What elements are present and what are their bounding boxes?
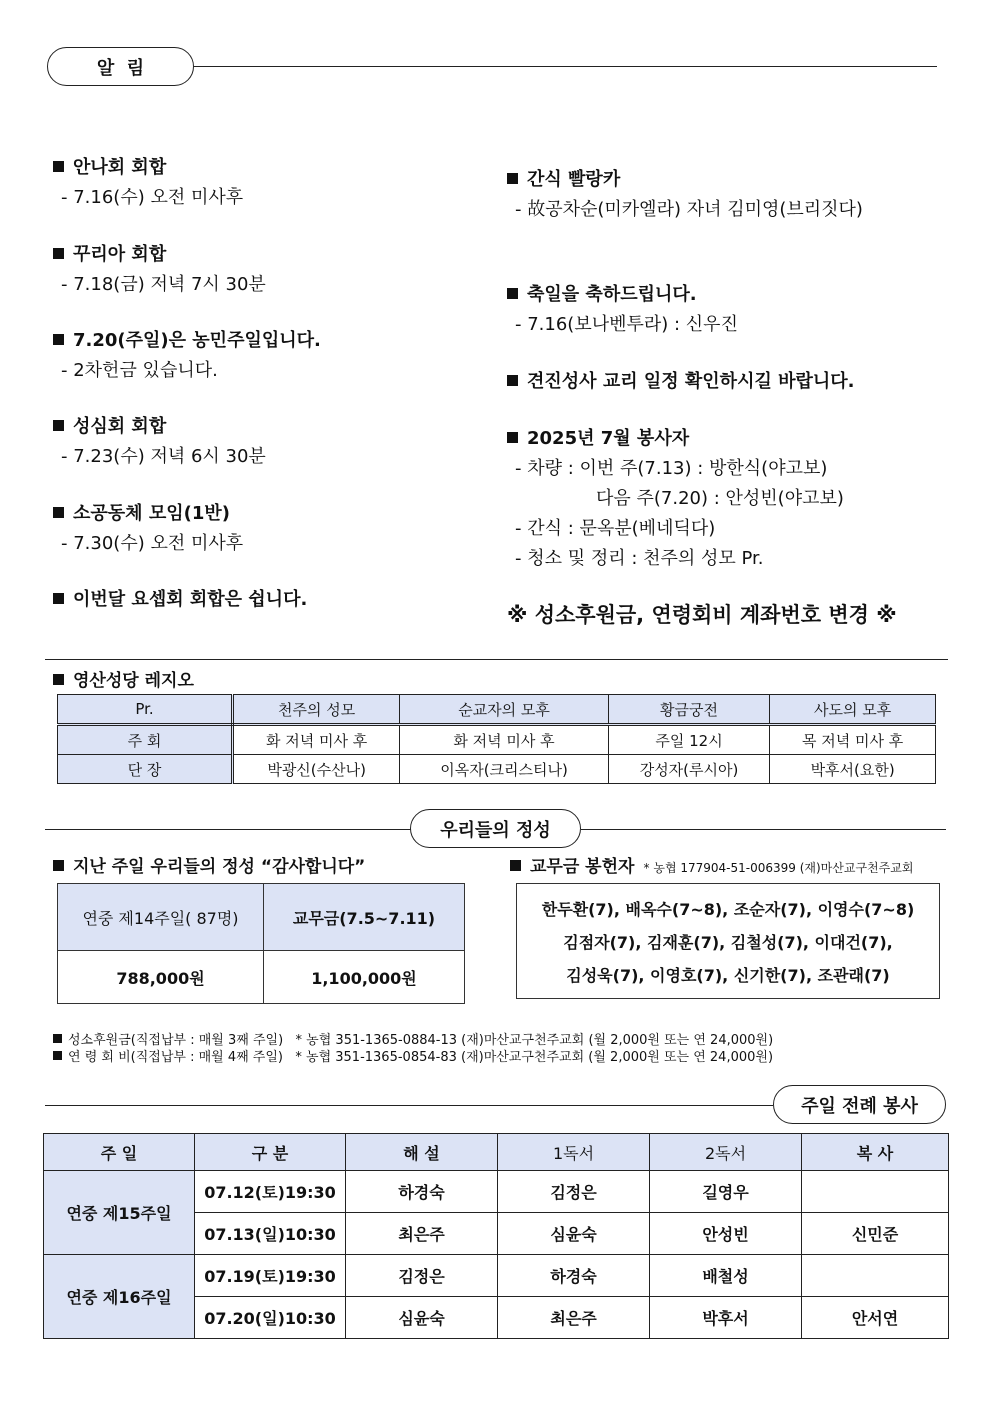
- liturgy-header-cell: 1독서: [498, 1134, 650, 1171]
- first-reader: 하경숙: [498, 1255, 650, 1297]
- divider: [194, 66, 937, 67]
- table-row: [44, 1171, 949, 1213]
- donor-line: 한두환(7), 배옥수(7~8), 조순자(7), 이영수(7~8): [541, 900, 915, 919]
- notice-section-title: [47, 47, 194, 86]
- legio-cell: 화 저녁 미사 후: [400, 725, 608, 755]
- schedule-time: 07.20(일)10:30: [195, 1297, 346, 1339]
- legio-header-cell: 황금궁전: [608, 695, 770, 725]
- account-label: 성소후원금: [68, 1033, 131, 1048]
- notice-title: 2025년 7월 봉사자: [527, 428, 690, 449]
- liturgy-header-cell: 주 일: [44, 1134, 195, 1171]
- account-label: 연 령 회 비: [68, 1050, 131, 1065]
- notice-detail: - 7.18(금) 저녁 7시 30분: [61, 274, 266, 295]
- square-bullet-icon: [53, 674, 64, 685]
- notice-item: [507, 165, 863, 221]
- square-bullet-icon: [507, 375, 518, 386]
- notice-item: [507, 424, 844, 570]
- offering-section-title: [410, 809, 581, 848]
- square-bullet-icon: [53, 507, 64, 518]
- notice-title: 축일을 축하드립니다.: [527, 284, 697, 305]
- offering-right-title: [510, 852, 913, 877]
- donor-box: [516, 883, 940, 999]
- offering-table: [57, 883, 465, 1004]
- second-reader: 안성빈: [650, 1213, 802, 1255]
- notice-item: [507, 280, 738, 336]
- commentator: 최은주: [346, 1213, 498, 1255]
- account-detail: (직접납부 : 매월 4째 주일) * 농협 351-1365-0854-83 (재)마산교구천주교회 (월 2,000원 또는 연 24,000원): [130, 1050, 774, 1065]
- second-reader: 박후서: [650, 1297, 802, 1339]
- divider: [45, 829, 411, 830]
- legio-row-label: 주 회: [58, 725, 233, 755]
- notice-title: 소공동체 모임(1반): [73, 503, 230, 524]
- legio-table: [57, 694, 936, 784]
- notice-title: 안나회 회합: [73, 157, 167, 178]
- schedule-time: 07.19(토)19:30: [195, 1255, 346, 1297]
- liturgy-header-cell: 2독서: [650, 1134, 802, 1171]
- notice-item: [53, 499, 243, 555]
- notice-detail: 다음 주(7.20) : 안성빈(야고보): [596, 488, 844, 509]
- notice-detail: - 2차헌금 있습니다.: [61, 360, 218, 381]
- table-row: [58, 884, 465, 951]
- table-row: [58, 951, 465, 1004]
- square-bullet-icon: [507, 432, 518, 443]
- divider: [581, 829, 946, 830]
- square-bullet-icon: [53, 593, 64, 604]
- liturgy-header-cell: 복 사: [802, 1134, 949, 1171]
- server: 신민준: [802, 1213, 949, 1255]
- commentator: 하경숙: [346, 1171, 498, 1213]
- square-bullet-icon: [507, 173, 518, 184]
- commentator: 심윤숙: [346, 1297, 498, 1339]
- donor-line: 김성욱(7), 이영호(7), 신기한(7), 조관래(7): [566, 966, 890, 985]
- legio-cell: 목 저녁 미사 후: [770, 725, 936, 755]
- legio-header-cell: Pr.: [58, 695, 233, 725]
- legio-header-cell: 천주의 성모: [233, 695, 400, 725]
- legio-cell: 화 저녁 미사 후: [233, 725, 400, 755]
- server: [802, 1255, 949, 1297]
- notice-detail: - 차량 : 이번 주(7.13) : 방한식(야고보): [515, 458, 828, 479]
- square-bullet-icon: [53, 1034, 62, 1043]
- offering-header-cell: 연중 제14주일( 87명): [58, 884, 264, 951]
- notice-detail: - 7.16(수) 오전 미사후: [61, 187, 244, 208]
- notice-item: [53, 585, 307, 611]
- offering-left-title-text: 지난 주일 우리들의 정성 “감사합니다”: [73, 857, 366, 877]
- liturgy-section-title: [773, 1085, 946, 1124]
- schedule-time: 07.13(일)10:30: [195, 1213, 346, 1255]
- legio-title-text: 영산성당 레지오: [73, 671, 194, 691]
- square-bullet-icon: [53, 334, 64, 345]
- notice-title: 견진성사 교리 일정 확인하시길 바랍니다.: [527, 371, 855, 392]
- notice-title: 이번달 요셉회 회합은 쉽니다.: [73, 589, 308, 610]
- server: 안서연: [802, 1297, 949, 1339]
- square-bullet-icon: [53, 248, 64, 259]
- offering-value: 1,100,000원: [264, 951, 465, 1004]
- table-row: [58, 695, 936, 725]
- liturgy-table: [43, 1133, 949, 1339]
- account-line: [53, 1049, 773, 1066]
- account-change-notice: ※ 성소후원금, 연령회비 계좌번호 변경 ※: [507, 603, 897, 627]
- account-list: [53, 1032, 773, 1066]
- offering-value: 788,000원: [58, 951, 264, 1004]
- second-reader: 배철성: [650, 1255, 802, 1297]
- square-bullet-icon: [53, 1051, 62, 1060]
- legio-cell: 이옥자(크리스티나): [400, 755, 608, 784]
- notice-item: [507, 367, 855, 393]
- notice-detail: - 故공차순(미카엘라) 자녀 김미영(브리짓다): [515, 199, 863, 220]
- notice-detail: - 7.30(수) 오전 미사후: [61, 533, 244, 554]
- legio-cell: 박광신(수산나): [233, 755, 400, 784]
- offering-right-title-text: 교무금 봉헌자: [530, 857, 635, 877]
- offering-title-text: 우리들의 정성: [440, 819, 551, 841]
- notice-detail: - 청소 및 정리 : 천주의 성모 Pr.: [515, 548, 764, 569]
- notice-title: 간식 빨랑카: [527, 169, 621, 190]
- first-reader: 김정은: [498, 1171, 650, 1213]
- notice-item: [53, 412, 266, 468]
- square-bullet-icon: [53, 161, 64, 172]
- legio-header-cell: 순교자의 모후: [400, 695, 608, 725]
- divider: [45, 659, 948, 660]
- legio-row-label: 단 장: [58, 755, 233, 784]
- schedule-time: 07.12(토)19:30: [195, 1171, 346, 1213]
- square-bullet-icon: [53, 420, 64, 431]
- liturgy-title-text: 주일 전례 봉사: [801, 1095, 918, 1117]
- offering-header-cell: 교무금(7.5~7.11): [264, 884, 465, 951]
- table-row: [58, 755, 936, 784]
- account-detail: (직접납부 : 매월 3째 주일) * 농협 351-1365-0884-13 (재)마산교구천주교회 (월 2,000원 또는 연 24,000원): [130, 1033, 774, 1048]
- first-reader: 최은주: [498, 1297, 650, 1339]
- notice-title: 7.20(주일)은 농민주일입니다.: [73, 330, 321, 351]
- legio-cell: 주일 12시: [608, 725, 770, 755]
- notice-detail: - 7.16(보나벤투라) : 신우진: [515, 314, 738, 335]
- donor-line: 김점자(7), 김재훈(7), 김철성(7), 이대건(7),: [563, 933, 893, 952]
- square-bullet-icon: [507, 288, 518, 299]
- legio-header-cell: 사도의 모후: [770, 695, 936, 725]
- table-row: [44, 1255, 949, 1297]
- square-bullet-icon: [53, 860, 64, 871]
- week-name: 연중 제16주일: [44, 1255, 195, 1339]
- notice-title: 성심회 회합: [73, 416, 167, 437]
- legio-title: [53, 666, 194, 691]
- notice-title: 꾸리아 회합: [73, 244, 167, 265]
- account-line: [53, 1032, 773, 1049]
- server: [802, 1171, 949, 1213]
- notice-title-text: 알 림: [96, 57, 145, 79]
- offering-left-title: [53, 852, 365, 877]
- table-row: [58, 725, 936, 755]
- square-bullet-icon: [510, 860, 521, 871]
- notice-item: [53, 326, 321, 382]
- legio-cell: 강성자(루시아): [608, 755, 770, 784]
- liturgy-header-cell: 해 설: [346, 1134, 498, 1171]
- first-reader: 심윤숙: [498, 1213, 650, 1255]
- week-name: 연중 제15주일: [44, 1171, 195, 1255]
- notice-detail: - 간식 : 문옥분(베네딕다): [515, 518, 716, 539]
- legio-cell: 박후서(요한): [770, 755, 936, 784]
- liturgy-header-cell: 구 분: [195, 1134, 346, 1171]
- notice-item: [53, 240, 266, 296]
- notice-item: [53, 153, 243, 209]
- second-reader: 길영우: [650, 1171, 802, 1213]
- notice-detail: - 7.23(수) 저녁 6시 30분: [61, 446, 266, 467]
- commentator: 김정은: [346, 1255, 498, 1297]
- table-row: [44, 1134, 949, 1171]
- donation-account: * 농협 177904-51-006399 (재)마산교구천주교회: [643, 861, 914, 875]
- divider: [45, 1105, 773, 1106]
